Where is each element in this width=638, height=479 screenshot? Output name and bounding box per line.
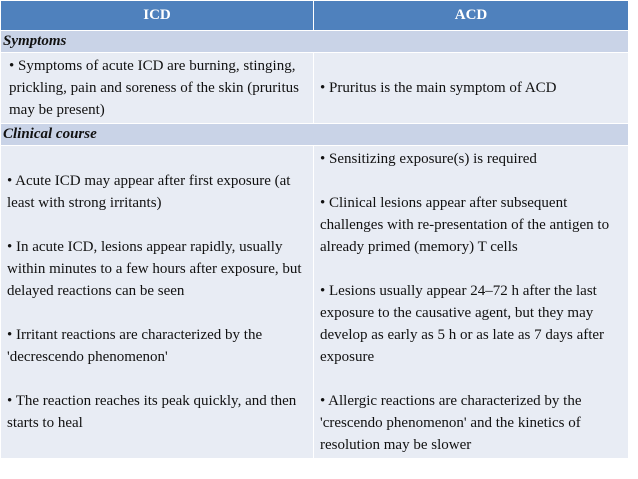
cell-icd-symptoms — [1, 53, 314, 124]
acd-course-item-1: • Sensitizing exposure(s) is required — [320, 151, 537, 167]
header-icd: ICD — [1, 1, 314, 31]
section-row-symptoms — [1, 31, 629, 53]
table-row-symptoms — [1, 53, 629, 124]
section-title-clinical-course: Clinical course — [1, 124, 629, 146]
acd-symptom-text: • Pruritus is the main symptom of ACD — [320, 80, 557, 96]
header-row — [1, 1, 629, 31]
header-acd: ACD — [314, 1, 629, 31]
section-title-symptoms: Symptoms — [1, 31, 629, 53]
icd-course-item-1: • Acute ICD may appear after first exposure (at least with strong irritants) — [7, 173, 291, 211]
acd-course-item-4: • Allergic reactions are characterized by the 'crescendo phenomenon' and the kinetics of resolution may be slower — [320, 393, 582, 453]
icd-course-item-4: • The reaction reaches its peak quickly, and then starts to heal — [7, 393, 297, 431]
cell-icd-clinical-course — [1, 146, 314, 459]
spacer — [320, 170, 624, 192]
icd-symptom-text: • Symptoms of acute ICD are burning, stinging, prickling, pain and soreness of the skin (pruritus may be present) — [9, 58, 299, 118]
spacer — [7, 214, 309, 236]
cell-acd-clinical-course — [314, 146, 629, 459]
spacer — [320, 258, 624, 280]
spacer — [320, 368, 624, 390]
cell-acd-symptoms — [314, 53, 629, 124]
table-row-clinical-course — [1, 146, 629, 459]
spacer — [7, 368, 309, 390]
section-row-clinical-course — [1, 124, 629, 146]
icd-course-item-2: • In acute ICD, lesions appear rapidly, usually within minutes to a few hours after exposure, but delayed reactions can be seen — [7, 239, 302, 299]
icd-course-item-3: • Irritant reactions are characterized by the 'decrescendo phenomenon' — [7, 327, 263, 365]
acd-course-item-3: • Lesions usually appear 24–72 h after the last exposure to the causative agent, but they may develop as early as 5 h or as late as 7 days after exposure — [320, 283, 605, 365]
spacer — [7, 302, 309, 324]
acd-course-item-2: • Clinical lesions appear after subsequent challenges with re-presentation of the antigen to already primed (memory) T cells — [320, 195, 610, 255]
